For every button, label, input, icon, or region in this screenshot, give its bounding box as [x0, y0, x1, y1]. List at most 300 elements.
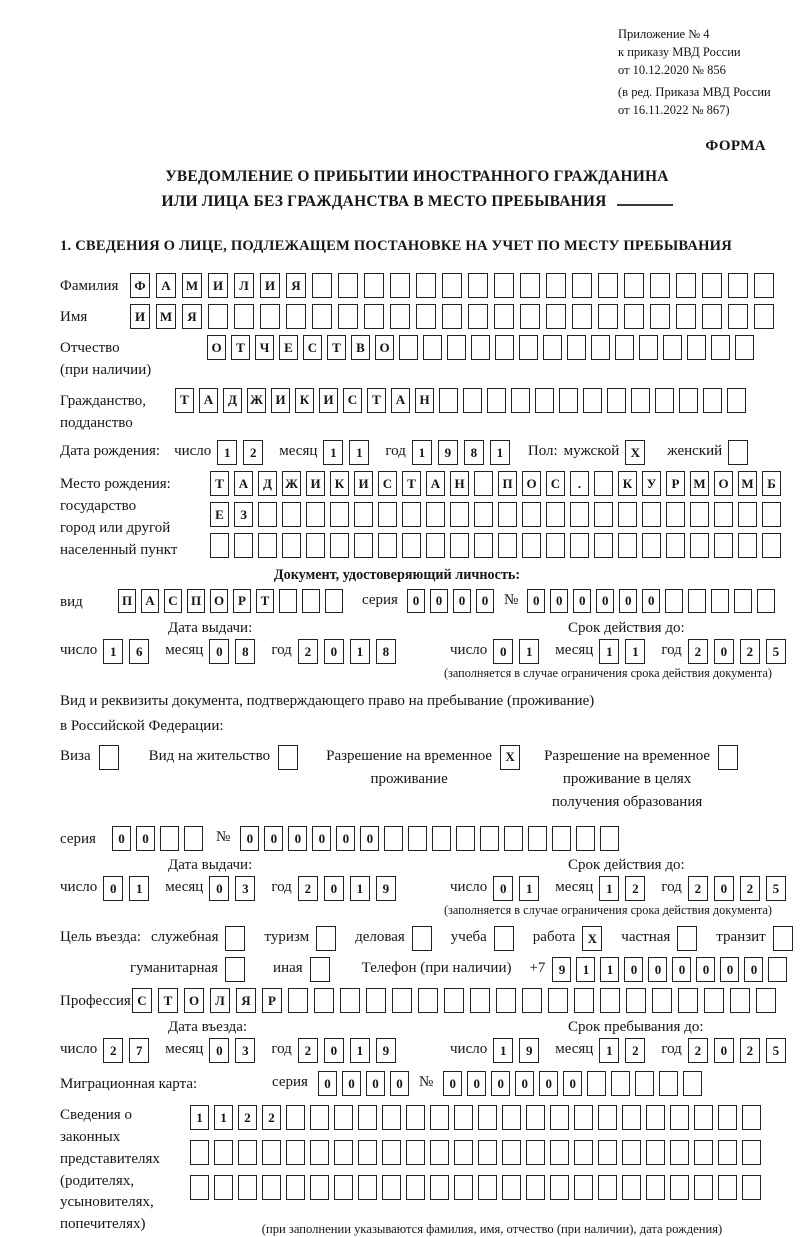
- char-cell: [334, 1105, 353, 1130]
- identity-doc-dates: [60, 620, 780, 664]
- char-cell: [463, 388, 482, 413]
- char-cell: [238, 1175, 257, 1200]
- char-cell: 1: [599, 1038, 619, 1063]
- char-cell: [474, 533, 493, 558]
- char-cell: [583, 388, 602, 413]
- gender-female-checkbox: [728, 440, 754, 465]
- char-cell: Т: [210, 471, 229, 496]
- char-cell: [550, 1105, 569, 1130]
- char-cell: [546, 533, 565, 558]
- char-cell: X: [582, 926, 602, 951]
- char-cell: Я: [286, 273, 306, 298]
- char-cell: С: [132, 988, 152, 1013]
- char-cell: Я: [182, 304, 202, 329]
- form-title-line2: ИЛИ ЛИЦА БЕЗ ГРАЖДАНСТВА В МЕСТО ПРЕБЫВАНИЯ: [60, 190, 774, 215]
- char-cell: М: [182, 273, 202, 298]
- char-cell: М: [690, 471, 709, 496]
- char-cell: [646, 1175, 665, 1200]
- stay-month-cells: [599, 1038, 651, 1063]
- char-cell: Б: [762, 471, 781, 496]
- char-cell: [526, 1140, 545, 1165]
- char-cell: [442, 273, 462, 298]
- char-cell: 1: [190, 1105, 209, 1130]
- issue-year-cells: [298, 639, 402, 664]
- char-cell: О: [207, 335, 226, 360]
- char-cell: [426, 502, 445, 527]
- entry-year-cells: [298, 1038, 402, 1063]
- purpose-other-checkbox: [310, 957, 336, 982]
- char-cell: В: [351, 335, 370, 360]
- char-cell: Е: [279, 335, 298, 360]
- char-cell: [442, 304, 462, 329]
- char-cell: [663, 335, 682, 360]
- form-title-line1: УВЕДОМЛЕНИЕ О ПРИБЫТИИ ИНОСТРАННОГО ГРАЖДАНИНА: [165, 167, 669, 185]
- char-cell: [594, 471, 613, 496]
- char-cell: [718, 1175, 737, 1200]
- char-cell: [694, 1140, 713, 1165]
- char-cell: 1: [519, 876, 539, 901]
- char-cell: [312, 304, 332, 329]
- char-cell: [480, 826, 499, 851]
- char-cell: И: [319, 388, 338, 413]
- char-cell: Т: [367, 388, 386, 413]
- char-cell: [543, 335, 562, 360]
- char-cell: [702, 273, 722, 298]
- char-cell: [742, 1105, 761, 1130]
- char-cell: 0: [336, 826, 355, 851]
- char-cell: 2: [298, 876, 318, 901]
- char-cell: 1: [350, 876, 370, 901]
- char-cell: [598, 304, 618, 329]
- residence-doc-intro2: в Российской Федерации:: [60, 717, 224, 734]
- char-cell: М: [156, 304, 176, 329]
- char-cell: 0: [360, 826, 379, 851]
- char-cell: [679, 388, 698, 413]
- gender-male-checkbox: [625, 440, 651, 465]
- char-cell: Я: [236, 988, 256, 1013]
- char-cell: [225, 957, 245, 982]
- char-cell: [390, 273, 410, 298]
- char-cell: [624, 273, 644, 298]
- char-cell: 0: [642, 589, 660, 613]
- char-cell: [727, 388, 746, 413]
- char-cell: 0: [493, 639, 513, 664]
- birthdate-label: Дата рождения:: [60, 443, 161, 460]
- char-cell: [430, 1105, 449, 1130]
- representatives-cells: [190, 1102, 766, 1200]
- char-cell: [718, 745, 738, 770]
- char-cell: [734, 589, 752, 613]
- char-cell: [450, 533, 469, 558]
- char-cell: [742, 1140, 761, 1165]
- char-cell: П: [118, 589, 136, 613]
- citizenship-label: Гражданство, подданство: [60, 392, 147, 431]
- char-cell: [659, 1071, 678, 1096]
- char-cell: [498, 533, 517, 558]
- char-cell: 0: [209, 1038, 229, 1063]
- char-cell: [735, 335, 754, 360]
- char-cell: [522, 533, 541, 558]
- char-cell: [704, 988, 724, 1013]
- entry-day-cells: [103, 1038, 155, 1063]
- profession-label: Профессия: [60, 993, 131, 1010]
- char-cell: [728, 273, 748, 298]
- char-cell: [406, 1105, 425, 1130]
- char-cell: [718, 1105, 737, 1130]
- char-cell: [683, 1071, 702, 1096]
- purpose-study-checkbox: [494, 926, 520, 951]
- char-cell: Р: [262, 988, 282, 1013]
- char-cell: [646, 1105, 665, 1130]
- surname-label: Фамилия: [60, 278, 119, 295]
- birth-day-cells: [217, 440, 269, 465]
- char-cell: [454, 1140, 473, 1165]
- char-cell: [622, 1105, 641, 1130]
- char-cell: 9: [376, 1038, 396, 1063]
- char-cell: [282, 502, 301, 527]
- char-cell: И: [208, 273, 228, 298]
- char-cell: [676, 304, 696, 329]
- permit-number-label: №: [216, 829, 231, 846]
- char-cell: 5: [766, 1038, 786, 1063]
- doc-kind-label: вид: [60, 594, 83, 611]
- char-cell: [550, 1140, 569, 1165]
- representatives-line2: [190, 1140, 766, 1165]
- char-cell: 0: [209, 639, 229, 664]
- char-cell: [314, 988, 334, 1013]
- char-cell: Е: [210, 502, 229, 527]
- char-cell: [474, 471, 493, 496]
- permit-issue-date: Дата выдачи: число 0 1 месяц 0 3 год 2 0 1 9: [60, 857, 450, 901]
- char-cell: 5: [766, 876, 786, 901]
- annex-line: от 10.12.2020 № 856: [618, 62, 726, 77]
- residence-doc-intro1: Вид и реквизиты документа, подтверждающего право на пребывание (проживание): [60, 693, 595, 710]
- char-cell: Р: [233, 589, 251, 613]
- char-cell: [306, 533, 325, 558]
- char-cell: 0: [672, 957, 691, 982]
- char-cell: 1: [493, 1038, 513, 1063]
- gender-female-label: женский: [667, 443, 723, 460]
- char-cell: К: [618, 471, 637, 496]
- char-cell: [402, 502, 421, 527]
- migration-number-cells: [443, 1071, 707, 1096]
- char-cell: [650, 304, 670, 329]
- char-cell: [470, 988, 490, 1013]
- char-cell: 0: [563, 1071, 582, 1096]
- char-cell: [262, 1140, 281, 1165]
- char-cell: 0: [264, 826, 283, 851]
- doc-number-cells: [527, 589, 780, 613]
- char-cell: С: [343, 388, 362, 413]
- migration-card-label: Миграционная карта:: [60, 1076, 198, 1093]
- char-cell: 0: [596, 589, 614, 613]
- permit-issue-day-cells: [103, 876, 155, 901]
- char-cell: 8: [235, 639, 255, 664]
- char-cell: 2: [298, 639, 318, 664]
- char-cell: Ж: [247, 388, 266, 413]
- char-cell: 2: [688, 639, 708, 664]
- char-cell: [495, 335, 514, 360]
- entry-date: Дата въезда: число 2 7 месяц 0 3 год 2 0 1 9: [60, 1019, 450, 1063]
- validity-note: (заполняется в случае ограничения срока действия документа): [443, 666, 772, 681]
- char-cell: [354, 502, 373, 527]
- char-cell: 1: [625, 639, 645, 664]
- char-cell: [572, 304, 592, 329]
- purpose-business-checkbox: [412, 926, 438, 951]
- purpose-work-checkbox: [582, 926, 608, 951]
- char-cell: [310, 1105, 329, 1130]
- char-cell: [742, 1175, 761, 1200]
- char-cell: [432, 826, 451, 851]
- char-cell: [208, 304, 228, 329]
- char-cell: 0: [407, 589, 425, 613]
- char-cell: [754, 304, 774, 329]
- char-cell: [378, 533, 397, 558]
- char-cell: 0: [390, 1071, 409, 1096]
- char-cell: 2: [262, 1105, 281, 1130]
- char-cell: [310, 1175, 329, 1200]
- char-cell: [316, 926, 336, 951]
- char-cell: [519, 335, 538, 360]
- char-cell: [384, 826, 403, 851]
- section1-heading: 1. СВЕДЕНИЯ О ЛИЦЕ, ПОДЛЕЖАЩЕМ ПОСТАНОВКЕ НА УЧЕТ ПО МЕСТУ ПРЕБЫВАНИЯ: [60, 238, 732, 255]
- char-cell: [652, 988, 672, 1013]
- char-cell: [260, 304, 280, 329]
- char-cell: О: [714, 471, 733, 496]
- char-cell: [665, 589, 683, 613]
- char-cell: [618, 533, 637, 558]
- char-cell: С: [378, 471, 397, 496]
- patronymic-row: [60, 335, 774, 382]
- birthplace-line2: [210, 502, 786, 527]
- char-cell: Д: [258, 471, 277, 496]
- identity-doc-row: [60, 589, 774, 614]
- char-cell: [487, 388, 506, 413]
- purpose-row-2: гуманитарная иная Телефон (при наличии) +7 9 1 1 0 0 0 0 0 0: [130, 957, 774, 982]
- char-cell: 2: [103, 1038, 123, 1063]
- birthplace-line1: [210, 471, 786, 496]
- char-cell: И: [130, 304, 150, 329]
- char-cell: 9: [376, 876, 396, 901]
- char-cell: [310, 1140, 329, 1165]
- char-cell: 0: [515, 1071, 534, 1096]
- phone-prefix: +7: [529, 960, 546, 977]
- char-cell: 1: [599, 639, 619, 664]
- char-cell: 1: [600, 957, 619, 982]
- char-cell: 1: [323, 440, 343, 465]
- char-cell: [502, 1175, 521, 1200]
- char-cell: [402, 533, 421, 558]
- char-cell: [358, 1140, 377, 1165]
- gender-male-label: мужской: [563, 443, 620, 460]
- char-cell: [690, 502, 709, 527]
- annex-edit-note: от 16.11.2022 № 867): [618, 103, 730, 117]
- birthplace-line3: [210, 533, 786, 558]
- patronymic-label: Отчество (при наличии): [60, 340, 152, 379]
- char-cell: X: [625, 440, 645, 465]
- char-cell: Д: [223, 388, 242, 413]
- char-cell: Л: [210, 988, 230, 1013]
- char-cell: Т: [231, 335, 250, 360]
- char-cell: Т: [158, 988, 178, 1013]
- char-cell: 0: [714, 876, 734, 901]
- issue-day-cells: [103, 639, 155, 664]
- char-cell: [364, 304, 384, 329]
- char-cell: [454, 1105, 473, 1130]
- permit-issue-month-cells: [209, 876, 261, 901]
- char-cell: [423, 335, 442, 360]
- char-cell: [546, 304, 566, 329]
- birth-month-cells: [323, 440, 375, 465]
- char-cell: 2: [688, 876, 708, 901]
- char-cell: С: [303, 335, 322, 360]
- char-cell: 0: [453, 589, 471, 613]
- doc-number-label: №: [503, 592, 519, 609]
- char-cell: [574, 1175, 593, 1200]
- doc-series-label: серия: [362, 592, 398, 609]
- char-cell: [572, 273, 592, 298]
- doc-valid-date: Срок действия до: число 0 1 месяц 1 1 год 2 0 2 5: [450, 620, 802, 664]
- migration-card-row: [60, 1071, 774, 1096]
- char-cell: [631, 388, 650, 413]
- char-cell: 9: [519, 1038, 539, 1063]
- char-cell: [594, 533, 613, 558]
- char-cell: Л: [234, 273, 254, 298]
- char-cell: 8: [464, 440, 484, 465]
- char-cell: 5: [766, 639, 786, 664]
- char-cell: 6: [129, 639, 149, 664]
- char-cell: [738, 502, 757, 527]
- char-cell: 0: [696, 957, 715, 982]
- char-cell: [670, 1175, 689, 1200]
- char-cell: [382, 1105, 401, 1130]
- issue-month-cells: [209, 639, 261, 664]
- char-cell: [392, 988, 412, 1013]
- char-cell: [598, 1175, 617, 1200]
- char-cell: 2: [740, 876, 760, 901]
- char-cell: [635, 1071, 654, 1096]
- char-cell: [412, 926, 432, 951]
- char-cell: [378, 502, 397, 527]
- permit-valid-day-cells: [493, 876, 545, 901]
- char-cell: [450, 502, 469, 527]
- char-cell: [478, 1140, 497, 1165]
- char-cell: [646, 1140, 665, 1165]
- char-cell: 0: [312, 826, 331, 851]
- char-cell: 0: [527, 589, 545, 613]
- char-cell: [430, 1140, 449, 1165]
- char-cell: [494, 304, 514, 329]
- char-cell: [615, 335, 634, 360]
- char-cell: [334, 1140, 353, 1165]
- char-cell: 2: [688, 1038, 708, 1063]
- valid-year-cells: [688, 639, 792, 664]
- char-cell: К: [330, 471, 349, 496]
- char-cell: 1: [599, 876, 619, 901]
- char-cell: [574, 1105, 593, 1130]
- char-cell: [286, 1105, 305, 1130]
- char-cell: [214, 1175, 233, 1200]
- char-cell: [454, 1175, 473, 1200]
- char-cell: [694, 1105, 713, 1130]
- char-cell: 0: [714, 1038, 734, 1063]
- char-cell: [312, 273, 332, 298]
- residence-permit-checkbox: [278, 745, 304, 770]
- char-cell: [520, 273, 540, 298]
- char-cell: 1: [217, 440, 237, 465]
- char-cell: [426, 533, 445, 558]
- char-cell: [574, 988, 594, 1013]
- char-cell: 2: [243, 440, 263, 465]
- permit-number-cells: [240, 826, 624, 851]
- char-cell: [598, 1105, 617, 1130]
- char-cell: [702, 304, 722, 329]
- phone-cells: [552, 957, 792, 982]
- char-cell: З: [234, 502, 253, 527]
- char-cell: [416, 304, 436, 329]
- char-cell: [559, 388, 578, 413]
- char-cell: [762, 533, 781, 558]
- char-cell: 0: [112, 826, 131, 851]
- char-cell: К: [295, 388, 314, 413]
- char-cell: 0: [430, 589, 448, 613]
- edu-permit-option: Разрешение на временное проживание в целях получения образования: [544, 745, 744, 815]
- purpose-transit-checkbox: [773, 926, 799, 951]
- char-cell: Н: [450, 471, 469, 496]
- char-cell: 2: [625, 1038, 645, 1063]
- char-cell: И: [271, 388, 290, 413]
- char-cell: [160, 826, 179, 851]
- annex-edit-note: (в ред. Приказа МВД России: [618, 85, 771, 100]
- char-cell: [714, 533, 733, 558]
- char-cell: У: [642, 471, 661, 496]
- char-cell: [687, 335, 706, 360]
- issue-date-heading: Дата выдачи:: [168, 620, 253, 637]
- char-cell: 9: [438, 440, 458, 465]
- visa-checkbox: [99, 745, 125, 770]
- char-cell: [600, 826, 619, 851]
- char-cell: [522, 502, 541, 527]
- char-cell: Т: [327, 335, 346, 360]
- form-label: ФОРМА: [705, 137, 766, 154]
- char-cell: О: [522, 471, 541, 496]
- char-cell: 2: [740, 1038, 760, 1063]
- char-cell: [286, 1140, 305, 1165]
- char-cell: [302, 589, 320, 613]
- valid-date-heading: Срок действия до:: [568, 620, 685, 637]
- doc-series-cells: [407, 589, 499, 613]
- char-cell: [670, 1140, 689, 1165]
- char-cell: 7: [129, 1038, 149, 1063]
- purpose-row: Цель въезда: служебная туризм деловая учеба работа X частная транзит: [60, 926, 774, 951]
- char-cell: [338, 273, 358, 298]
- char-cell: [552, 826, 571, 851]
- char-cell: О: [184, 988, 204, 1013]
- char-cell: [325, 589, 343, 613]
- representatives-note: (при заполнении указываются фамилия, имя, отчество (при наличии), дата рождения): [261, 1221, 723, 1236]
- char-cell: [418, 988, 438, 1013]
- char-cell: О: [210, 589, 228, 613]
- char-cell: [711, 335, 730, 360]
- char-cell: П: [187, 589, 205, 613]
- char-cell: [546, 273, 566, 298]
- stay-year-cells: [688, 1038, 792, 1063]
- char-cell: 9: [552, 957, 571, 982]
- char-cell: [677, 926, 697, 951]
- char-cell: [600, 988, 620, 1013]
- char-cell: [738, 533, 757, 558]
- char-cell: [338, 304, 358, 329]
